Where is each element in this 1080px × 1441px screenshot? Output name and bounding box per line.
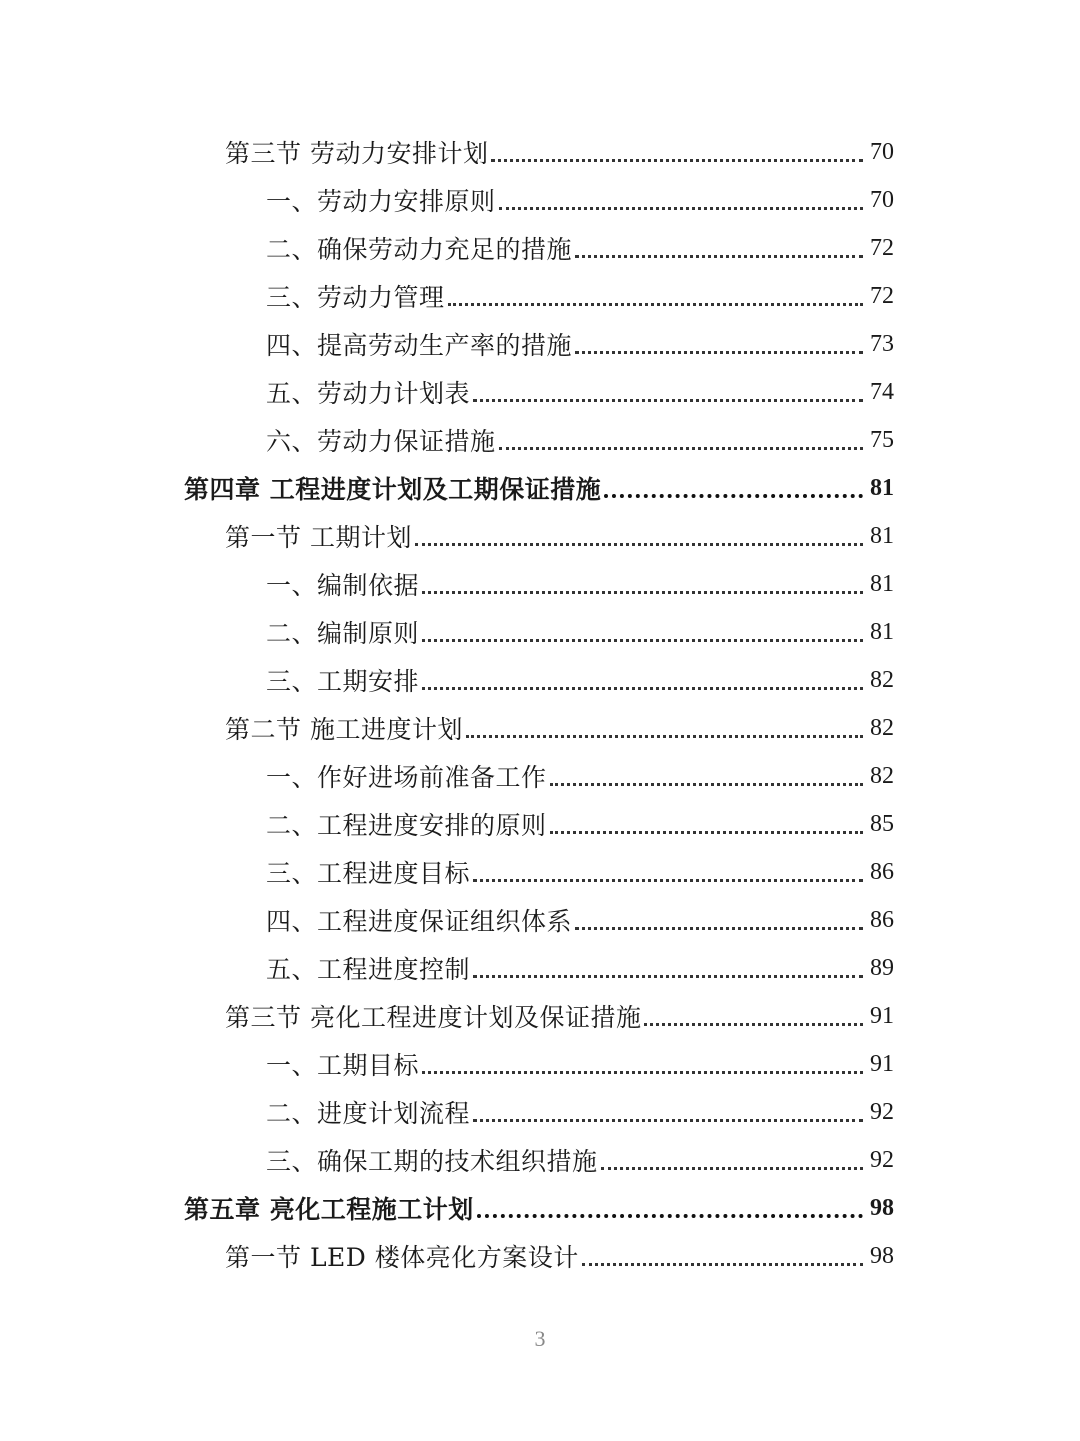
toc-dot-leader	[601, 1141, 863, 1170]
toc-entry-title: 第一节 工期计划	[225, 523, 412, 552]
toc-entry-title: 二、编制原则	[266, 619, 420, 648]
toc-entry-title: 五、劳动力计划表	[266, 379, 471, 408]
toc-entry-page: 98	[870, 1242, 894, 1269]
toc-entry-chapter[interactable]	[0, 464, 1080, 512]
toc-entry-chapter[interactable]	[0, 1184, 1080, 1232]
toc-dot-leader	[422, 565, 863, 594]
toc-dot-leader	[477, 1188, 863, 1218]
toc-entry-page: 86	[870, 906, 894, 933]
toc-entry-item[interactable]	[0, 1088, 1080, 1136]
toc-entry-item[interactable]	[0, 1040, 1080, 1088]
toc-entry-page: 98	[870, 1194, 894, 1221]
toc-entry-page: 70	[870, 138, 894, 165]
toc-entry-page: 81	[870, 474, 894, 501]
toc-dot-leader	[422, 613, 863, 642]
toc-entry-item[interactable]	[0, 560, 1080, 608]
toc-entry-title: 六、劳动力保证措施	[266, 427, 496, 456]
toc-dot-leader	[575, 325, 863, 354]
toc-entry-page: 81	[870, 522, 894, 549]
toc-dot-leader	[473, 373, 863, 402]
toc-entry-page: 92	[870, 1098, 894, 1125]
toc-entry-page: 81	[870, 618, 894, 645]
toc-entry-page: 86	[870, 858, 894, 885]
toc-entry-item[interactable]	[0, 272, 1080, 320]
toc-entry-page: 91	[870, 1002, 894, 1029]
toc-dot-leader	[422, 661, 863, 690]
toc-entry-page: 75	[870, 426, 894, 453]
toc-dot-leader	[491, 133, 863, 162]
toc-entry-item[interactable]	[0, 944, 1080, 992]
toc-entry-title: 第一节 LED 楼体亮化方案设计	[225, 1243, 579, 1272]
toc-entry-title: 二、进度计划流程	[266, 1099, 471, 1128]
toc-dot-leader	[499, 421, 863, 450]
toc-entry-item[interactable]	[0, 176, 1080, 224]
toc-dot-leader	[644, 997, 863, 1026]
toc-entry-section[interactable]	[0, 1232, 1080, 1280]
toc-entry-page: 82	[870, 714, 894, 741]
toc-entry-item[interactable]	[0, 416, 1080, 464]
toc-entry-section[interactable]	[0, 704, 1080, 752]
toc-entry-title: 四、提高劳动生产率的措施	[266, 331, 573, 360]
toc-entry-title: 一、劳动力安排原则	[266, 187, 496, 216]
toc-entry-title: 第二节 施工进度计划	[225, 715, 463, 744]
toc-entry-page: 73	[870, 330, 894, 357]
toc-entry-page: 82	[870, 762, 894, 789]
toc-dot-leader	[550, 757, 863, 786]
toc-entry-section[interactable]	[0, 992, 1080, 1040]
toc-entry-item[interactable]	[0, 848, 1080, 896]
table-of-contents	[0, 128, 1080, 1280]
toc-dot-leader	[575, 229, 863, 258]
toc-entry-page: 72	[870, 282, 894, 309]
toc-entry-page: 70	[870, 186, 894, 213]
toc-dot-leader	[448, 277, 863, 306]
toc-dot-leader	[604, 468, 863, 498]
toc-entry-title: 第五章 亮化工程施工计划	[184, 1195, 474, 1224]
toc-entry-title: 四、工程进度保证组织体系	[266, 907, 573, 936]
toc-entry-title: 二、确保劳动力充足的措施	[266, 235, 573, 264]
toc-entry-page: 89	[870, 954, 894, 981]
toc-entry-item[interactable]	[0, 896, 1080, 944]
toc-entry-title: 一、编制依据	[266, 571, 420, 600]
toc-entry-title: 一、作好进场前准备工作	[266, 763, 547, 792]
toc-dot-leader	[473, 949, 863, 978]
toc-entry-title: 第三节 亮化工程进度计划及保证措施	[225, 1003, 642, 1032]
toc-dot-leader	[415, 517, 863, 546]
toc-dot-leader	[499, 181, 863, 210]
toc-entry-section[interactable]	[0, 512, 1080, 560]
toc-entry-title: 一、工期目标	[266, 1051, 420, 1080]
toc-entry-item[interactable]	[0, 1136, 1080, 1184]
page-number: 3	[534, 1326, 546, 1351]
toc-entry-page: 72	[870, 234, 894, 261]
toc-entry-item[interactable]	[0, 224, 1080, 272]
toc-dot-leader	[582, 1237, 863, 1266]
toc-entry-item[interactable]	[0, 320, 1080, 368]
toc-dot-leader	[473, 1093, 863, 1122]
toc-entry-item[interactable]	[0, 656, 1080, 704]
toc-dot-leader	[466, 709, 863, 738]
toc-entry-section[interactable]	[0, 128, 1080, 176]
toc-entry-item[interactable]	[0, 608, 1080, 656]
toc-entry-title: 三、劳动力管理	[266, 283, 445, 312]
toc-entry-page: 74	[870, 378, 894, 405]
toc-entry-title: 第四章 工程进度计划及工期保证措施	[184, 475, 602, 504]
toc-entry-page: 85	[870, 810, 894, 837]
toc-entry-page: 91	[870, 1050, 894, 1077]
toc-entry-title: 三、确保工期的技术组织措施	[266, 1147, 598, 1176]
toc-entry-page: 82	[870, 666, 894, 693]
toc-entry-page: 81	[870, 570, 894, 597]
toc-entry-title: 二、工程进度安排的原则	[266, 811, 547, 840]
toc-entry-page: 92	[870, 1146, 894, 1173]
toc-entry-title: 三、工程进度目标	[266, 859, 471, 888]
toc-entry-title: 第三节 劳动力安排计划	[225, 139, 489, 168]
toc-dot-leader	[575, 901, 863, 930]
toc-entry-title: 五、工程进度控制	[266, 955, 471, 984]
toc-dot-leader	[422, 1045, 863, 1074]
toc-entry-item[interactable]	[0, 752, 1080, 800]
toc-dot-leader	[473, 853, 863, 882]
toc-dot-leader	[550, 805, 863, 834]
toc-entry-title: 三、工期安排	[266, 667, 420, 696]
toc-entry-item[interactable]	[0, 800, 1080, 848]
toc-entry-item[interactable]	[0, 368, 1080, 416]
